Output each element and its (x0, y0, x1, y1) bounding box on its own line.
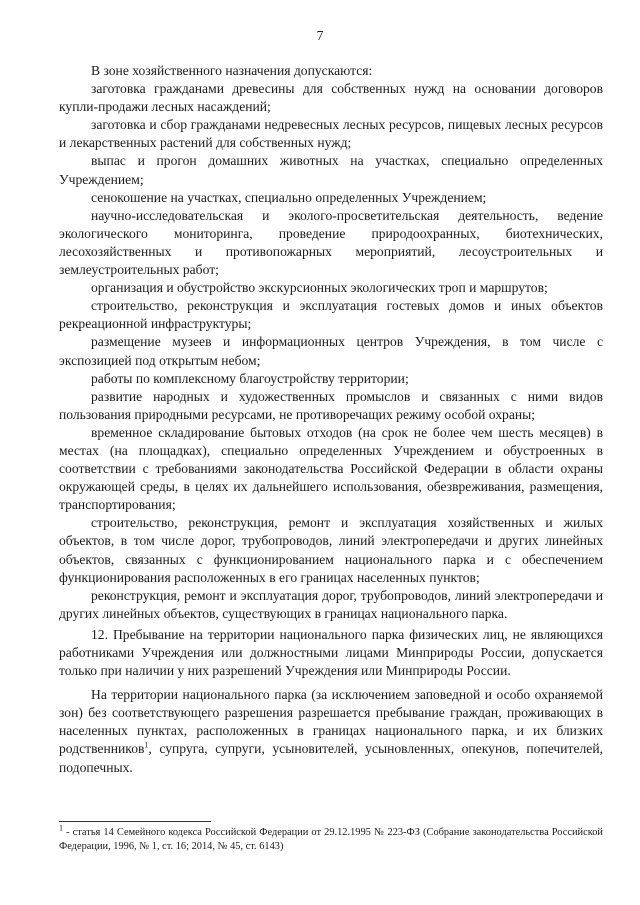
paragraph-clause-12: 12. Пребывание на территории национального парка физических лиц, не являющихся работниками Учреждения или должностными лицами Минприроды России, допускается только при наличии у них разрешений Учреждения или Минприроды России. (59, 626, 603, 679)
footnote (59, 823, 603, 854)
paragraph-reconstruction: реконструкция, ремонт и эксплуатация дорог, трубопроводов, линий электропередачи и других линейных объектов, существующих в границах национального парка. (59, 587, 603, 621)
paragraph-haymaking: сенокошение на участках, специально определенных Учреждением; (91, 189, 487, 205)
residents-stay-text-end: , супруга, супруги, усыновителей, усыновленных, опекунов, попечителей, подопечных. (59, 741, 603, 775)
footnote-divider (59, 821, 211, 822)
paragraph-residents-stay (59, 686, 603, 776)
paragraph-crafts: развитие народных и художественных промыслов и связанных с ними видов пользования природными ресурсами, не противоречащих режиму особой охраны; (59, 388, 603, 422)
paragraph-zone-intro: В зоне хозяйственного назначения допускаются: (91, 63, 373, 78)
footnote-marker: 1 (59, 823, 63, 833)
paragraph-research: научно-исследовательская и эколого-просветительская деятельность, ведение экологического мониторинга, проведение природоохранных, биотехнических, лесохозяйственных и противопожарных мероприятий, лесоустроительных и землеустроительных работ; (59, 207, 603, 278)
footnote-text: - статья 14 Семейного кодекса Российской Федерации от 29.12.1995 № 223-ФЗ (Собрание законодательства Российской Федерации, 1996, № 1, ст. 16; 2014, № 45, ст. 6143) (59, 827, 603, 852)
paragraph-museums: размещение музеев и информационных центров Учреждения, в том числе с экспозицией под открытым небом; (59, 334, 603, 368)
page-number: 7 (316, 28, 324, 43)
paragraph-guest-houses: строительство, реконструкция и эксплуатация гостевых домов и иных объектов рекреационной инфраструктуры; (59, 298, 603, 332)
paragraph-eco-trails: организация и обустройство экскурсионных экологических троп и маршрутов; (91, 280, 548, 296)
paragraph-grazing: выпас и прогон домашних животных на участках, специально определенных Учреждением; (59, 153, 603, 187)
paragraph-non-timber-resources: заготовка и сбор гражданами недревесных лесных ресурсов, пищевых лесных ресурсов и лекарственных растений для собственных нужд; (59, 117, 603, 151)
paragraph-landscaping: работы по комплексному благоустройству территории; (91, 370, 409, 386)
residents-stay-text-start: На территории национального парка (за исключением заповедной и особо охраняемой зон) без соответствующего разрешения разрешается пребывание граждан, проживающих в населенных пунктах, расположенных в границах национального парка, и их близких родственников (59, 687, 603, 757)
document-body (59, 62, 603, 777)
paragraph-timber-harvest: заготовка гражданами древесины для собственных нужд на основании договоров купли-продажи лесных насаждений; (59, 81, 603, 115)
paragraph-waste-storage: временное складирование бытовых отходов (на срок не более чем шесть месяцев) в местах (на площадках), специально определенных Учреждением и обустроенных в соответствии с требованиями законодательства Российской Федерации в области охраны окружающей среды, в целях их дальнейшего использования, обезвреживания, размещения, транспортирования; (59, 424, 603, 513)
footnote-reference: 1 (144, 740, 149, 750)
paragraph-construction: строительство, реконструкция, ремонт и эксплуатация хозяйственных и жилых объектов, в том числе дорог, трубопроводов, линий электропередачи и других линейных объектов, связанных с функционированием национального парка и с обеспечением функционирования расположенных в его границах населенных пунктов; (59, 515, 603, 585)
